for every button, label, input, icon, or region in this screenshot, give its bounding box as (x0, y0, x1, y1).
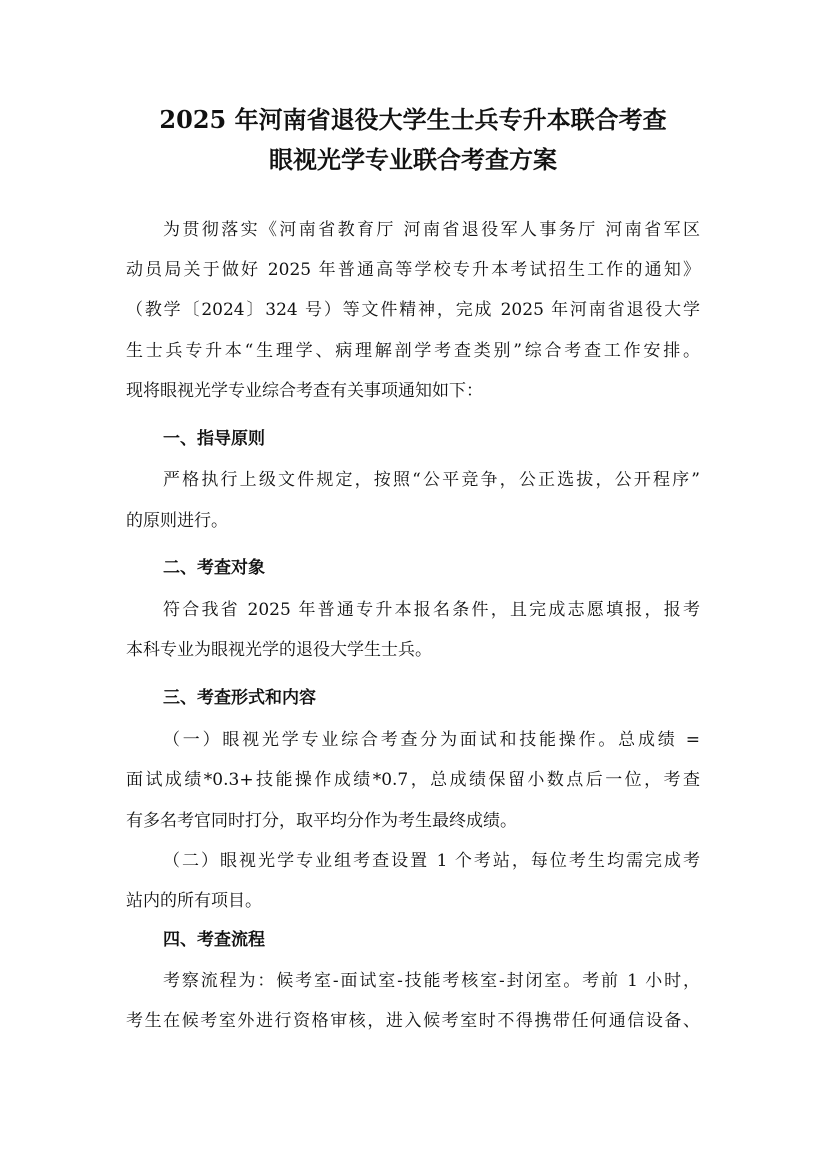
intro-line-4: 生士兵专升本“生理学、病理解剖学考查类别”综合考查工作安排。 (126, 341, 700, 361)
document-title-line-2: 眼视光学专业联合考查方案 (269, 145, 557, 174)
document-title-line-1: 2025 年河南省退役大学生士兵专升本联合考查 (159, 105, 667, 134)
section-1-line-2: 的原则进行。 (126, 511, 228, 531)
section-1-heading: 一、指导原则 (163, 429, 265, 449)
intro-line-3: （教学〔2024〕324 号）等文件精神，完成 2025 年河南省退役大学 (126, 300, 700, 320)
section-4-line-2: 考生在候考室外进行资格审核，进入候考室时不得携带任何通信设备、 (126, 1011, 700, 1031)
section-3-line-1: （一）眼视光学专业综合考查分为面试和技能操作。总成绩 = (163, 730, 700, 750)
section-2-line-1: 符合我省 2025 年普通专升本报名条件，且完成志愿填报，报考 (163, 600, 700, 620)
section-3-line-3: 有多名考官同时打分，取平均分作为考生最终成绩。 (126, 811, 517, 831)
intro-line-1: 为贯彻落实《河南省教育厅 河南省退役军人事务厅 河南省军区 (163, 220, 700, 240)
intro-line-5: 现将眼视光学专业综合考查有关事项通知如下： (126, 381, 483, 401)
section-3-line-2: 面试成绩*0.3+技能操作成绩*0.7，总成绩保留小数点后一位，考查 (126, 770, 700, 790)
section-2-heading: 二、考查对象 (163, 558, 265, 578)
section-4-heading: 四、考查流程 (163, 930, 265, 950)
intro-line-2: 动员局关于做好 2025 年普通高等学校专升本考试招生工作的通知》 (126, 260, 700, 280)
section-3-heading: 三、考查形式和内容 (163, 688, 316, 708)
section-4-line-1: 考察流程为：候考室-面试室-技能考核室-封闭室。考前 1 小时， (163, 971, 700, 991)
section-1-line-1: 严格执行上级文件规定，按照“公平竞争，公正选拔，公开程序” (163, 470, 700, 490)
section-3-line-5: 站内的所有项目。 (126, 891, 262, 911)
section-3-line-4: （二）眼视光学专业组考查设置 1 个考站，每位考生均需完成考 (163, 851, 700, 871)
section-2-line-2: 本科专业为眼视光学的退役大学生士兵。 (126, 640, 432, 660)
